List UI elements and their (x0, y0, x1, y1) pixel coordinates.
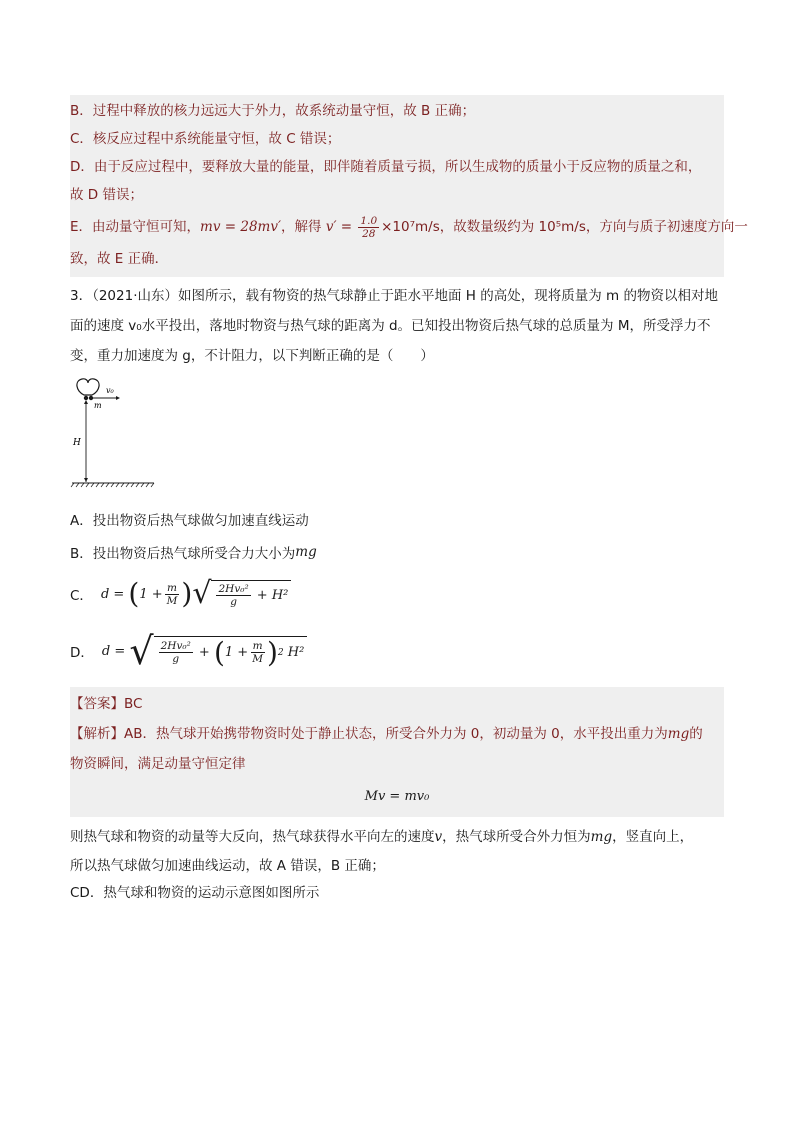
after-line-1: 则热气球和物资的动量等大反向，热气球获得水平向左的速度v，热气球所受合外力恒为mg，竖直向上， (70, 829, 694, 845)
after-analysis (70, 821, 724, 907)
question-line-1: 3．（2021·山东）如图所示，载有物资的热气球静止于距水平地面 H 的高处，现将质量为 m 的物资以相对地 (70, 288, 718, 304)
balloon-icon (77, 379, 99, 400)
option-c: C． d = ( 1 + $\frac{m}{M}$ ) √ $\frac{\text{2Hv₀²}}{g}$ + H² (70, 567, 724, 621)
answer-line-d1: D．由于反应过程中，要释放大量的能量，即伴随着质量亏损，所以生成物的质量小于反应物的质量之和， (70, 159, 702, 175)
option-a: A．投出物资后热气球做匀加速直线运动 (70, 513, 309, 529)
answer-label: 【答案】BC (70, 696, 143, 712)
analysis-line-1: 【解析】AB．热气球开始携带物资时处于静止状态，所受合外力为 0，初动量为 0，水平投出重力为mg的 (70, 726, 703, 742)
option-c-formula: d = ( 1 + $\frac{m}{M}$ ) √ $\frac{\text{2Hv₀²}}{g}$ + H² (101, 579, 291, 609)
question-3 (70, 281, 724, 371)
after-line-2: 所以热气球做匀加速曲线运动，故 A 错误，B 正确； (70, 858, 385, 874)
answer-line-e: E．由动量守恒可知，mv = 28mv′，解得 v′ = $\frac{1.0}{28}$ ×10⁷m/s，故数量级约为 10⁵m/s，方向与质子初速度方向一 (70, 214, 748, 240)
answer-line-d2: 故 D 错误； (70, 187, 143, 203)
label-m: m (94, 401, 102, 410)
analysis-block (70, 687, 724, 817)
label-H: H (73, 438, 81, 448)
document-page (70, 95, 748, 907)
option-d: D． d = √ $\frac{\text{2Hv₀²}}{g}$ + ( 1 + $\frac{m}{M}$ ) 2 H² (70, 621, 724, 681)
momentum-equation-centered: Mv = mv₀ (364, 789, 430, 804)
option-d-formula: d = √ $\frac{\text{2Hv₀²}}{g}$ + ( 1 + $\frac{m}{M}$ ) 2 H² (102, 636, 307, 667)
analysis-line-2: 物资瞬间，满足动量守恒定律 (70, 756, 246, 772)
option-b: B．投出物资后热气球所受合力大小为 mg (70, 544, 317, 562)
question-line-2: 面的速度 v₀水平投出，落地时物资与热气球的距离为 d。已知投出物资后热气球的总质量为 M，所受浮力不 (70, 318, 711, 334)
previous-answer-block (70, 95, 748, 277)
balloon-figure (70, 377, 160, 497)
answer-line-c: C．核反应过程中系统能量守恒，故 C 错误； (70, 131, 341, 147)
label-v0: v₀ (106, 386, 114, 395)
answer-line-b: B．过程中释放的核力远远大于外力，故系统动量守恒，故 B 正确； (70, 103, 476, 119)
answer-line-e2: 致，故 E 正确． (70, 251, 169, 267)
momentum-equation: mv = 28mv′ (200, 219, 282, 235)
velocity-fraction: $\frac{1.0}{28}$ (360, 214, 378, 240)
question-line-3: 变，重力加速度为 g，不计阻力，以下判断正确的是（ ） (70, 348, 434, 364)
after-line-3: CD．热气球和物资的运动示意图如图所示 (70, 885, 320, 901)
ground-hatch (71, 483, 154, 487)
